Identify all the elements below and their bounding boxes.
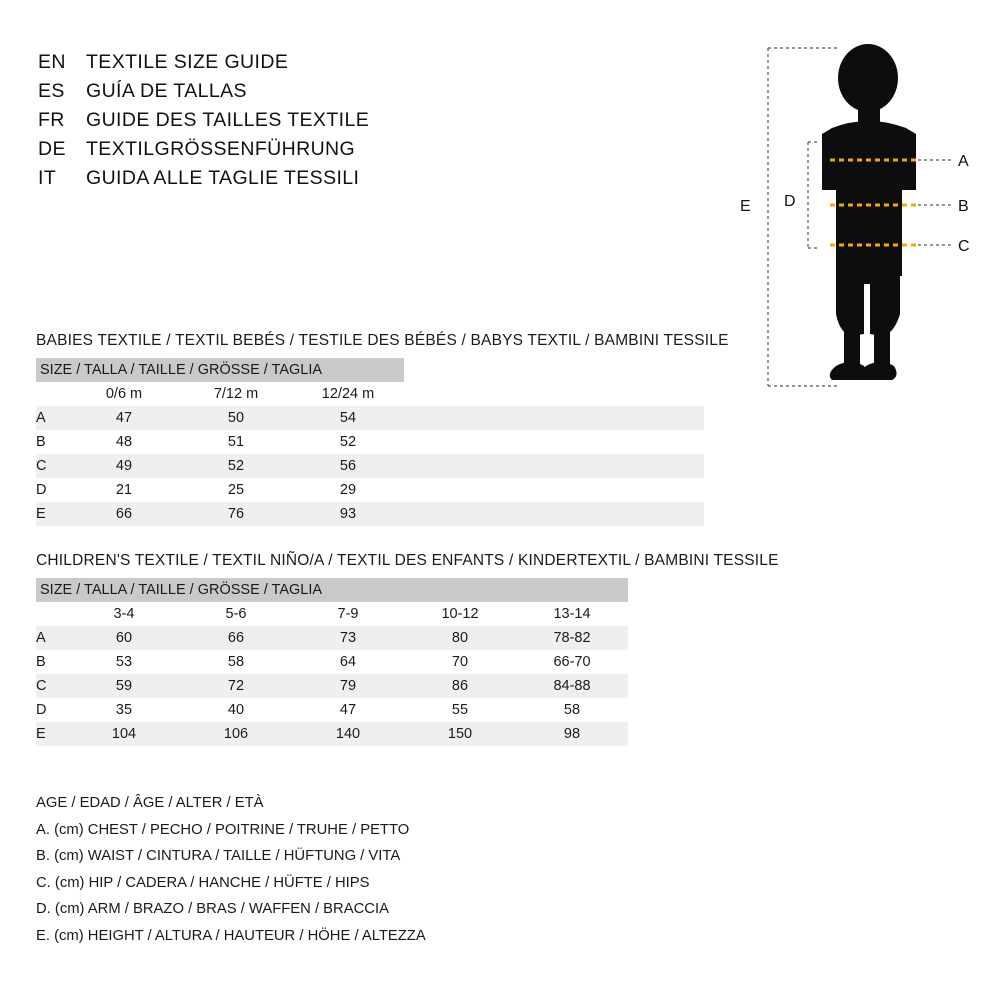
row-key: D <box>36 478 68 502</box>
legend-line: D. (cm) ARM / BRAZO / BRAS / WAFFEN / BRACCIA <box>36 901 389 917</box>
table-cell: 64 <box>292 650 404 674</box>
title-text: TEXTILE SIZE GUIDE <box>86 51 289 73</box>
table-cell: 29 <box>292 478 404 502</box>
legend-line: AGE / EDAD / ÂGE / ALTER / ETÀ <box>36 795 264 811</box>
figure-label-c: C <box>958 238 970 255</box>
column-header: 7/12 m <box>180 382 292 406</box>
table-cell: 48 <box>68 430 180 454</box>
row-key: D <box>36 698 68 722</box>
spacer-cell <box>404 502 704 526</box>
table-cell: 66 <box>180 626 292 650</box>
table-row <box>36 626 628 650</box>
table-column-row <box>36 602 628 626</box>
legend-line: A. (cm) CHEST / PECHO / POITRINE / TRUHE / PETTO <box>36 821 410 838</box>
figure-label-d: D <box>784 193 796 210</box>
row-key: A <box>36 626 68 650</box>
table-cell: 54 <box>292 406 404 430</box>
table-row <box>36 650 628 674</box>
table-row <box>36 406 704 430</box>
title-text: TEXTILGRÖSSENFÜHRUNG <box>86 138 356 160</box>
table-cell: 59 <box>68 674 180 698</box>
row-key: B <box>36 430 68 454</box>
table-cell: 47 <box>292 698 404 722</box>
column-header: 5-6 <box>180 602 292 626</box>
table-cell: 47 <box>68 406 180 430</box>
spacer-cell <box>404 454 704 478</box>
title-line <box>38 77 558 106</box>
child-silhouette-icon <box>822 44 916 380</box>
table-cell: 35 <box>68 698 180 722</box>
title-lang-code: ES <box>38 80 65 102</box>
table-cell: 66-70 <box>516 650 628 674</box>
babies-section <box>36 332 729 526</box>
table-cell: 52 <box>180 454 292 478</box>
title-lang-code: FR <box>38 109 65 131</box>
children-section-title: CHILDREN'S TEXTILE / TEXTIL NIÑO/A / TEXTIL DES ENFANTS / KINDERTEXTIL / BAMBINI TESSILE <box>36 552 779 569</box>
column-header: 10-12 <box>404 602 516 626</box>
row-key-blank <box>36 602 68 626</box>
table-row <box>36 722 628 746</box>
children-head-label: SIZE / TALLA / TAILLE / GRÖSSE / TAGLIA <box>36 578 628 602</box>
spacer-cell <box>404 382 704 406</box>
table-row <box>36 478 704 502</box>
table-cell: 106 <box>180 722 292 746</box>
children-size-table <box>36 578 628 746</box>
table-cell: 104 <box>68 722 180 746</box>
table-cell: 40 <box>180 698 292 722</box>
table-cell: 79 <box>292 674 404 698</box>
row-key: C <box>36 454 68 478</box>
children-section <box>36 552 779 746</box>
babies-size-table <box>36 358 704 526</box>
row-key: B <box>36 650 68 674</box>
legend-block <box>36 790 426 949</box>
table-row <box>36 430 704 454</box>
table-row <box>36 698 628 722</box>
title-line <box>38 48 558 77</box>
figure-label-e: E <box>740 198 751 215</box>
figure-label-b: B <box>958 198 969 215</box>
title-text: GUIDA ALLE TAGLIE TESSILI <box>86 167 360 189</box>
row-key-blank <box>36 382 68 406</box>
column-header: 3-4 <box>68 602 180 626</box>
title-text: GUIDE DES TAILLES TEXTILE <box>86 109 370 131</box>
table-cell: 60 <box>68 626 180 650</box>
title-block <box>38 48 558 193</box>
table-cell: 98 <box>516 722 628 746</box>
table-cell: 49 <box>68 454 180 478</box>
table-cell: 72 <box>180 674 292 698</box>
title-lang-code: IT <box>38 167 57 189</box>
table-cell: 55 <box>404 698 516 722</box>
column-header: 7-9 <box>292 602 404 626</box>
column-header: 0/6 m <box>68 382 180 406</box>
figure-label-a: A <box>958 153 969 170</box>
table-cell: 50 <box>180 406 292 430</box>
table-cell: 66 <box>68 502 180 526</box>
column-header: 12/24 m <box>292 382 404 406</box>
legend-line: E. (cm) HEIGHT / ALTURA / HAUTEUR / HÖHE / ALTEZZA <box>36 927 426 944</box>
table-cell: 53 <box>68 650 180 674</box>
spacer-cell <box>404 406 704 430</box>
spacer-cell <box>404 430 704 454</box>
table-cell: 73 <box>292 626 404 650</box>
table-cell: 84-88 <box>516 674 628 698</box>
table-cell: 58 <box>516 698 628 722</box>
table-cell: 52 <box>292 430 404 454</box>
table-cell: 51 <box>180 430 292 454</box>
table-cell: 70 <box>404 650 516 674</box>
column-header: 13-14 <box>516 602 628 626</box>
spacer-cell <box>404 478 704 502</box>
table-row <box>36 674 628 698</box>
table-row <box>36 502 704 526</box>
babies-section-title: BABIES TEXTILE / TEXTIL BEBÉS / TESTILE DES BÉBÉS / BABYS TEXTIL / BAMBINI TESSILE <box>36 332 729 349</box>
legend-line: C. (cm) HIP / CADERA / HANCHE / HÜFTE / HIPS <box>36 874 370 891</box>
row-key: E <box>36 722 68 746</box>
row-key: E <box>36 502 68 526</box>
title-lang-code: EN <box>38 51 66 73</box>
table-header-row <box>36 358 704 382</box>
table-header-row <box>36 578 628 602</box>
table-cell: 150 <box>404 722 516 746</box>
table-cell: 25 <box>180 478 292 502</box>
table-cell: 86 <box>404 674 516 698</box>
measurement-figure <box>720 30 980 410</box>
table-cell: 76 <box>180 502 292 526</box>
title-line <box>38 164 558 193</box>
row-key: C <box>36 674 68 698</box>
babies-head-label: SIZE / TALLA / TAILLE / GRÖSSE / TAGLIA <box>36 358 404 382</box>
legend-line: B. (cm) WAIST / CINTURA / TAILLE / HÜFTUNG / VITA <box>36 848 401 864</box>
table-cell: 80 <box>404 626 516 650</box>
table-cell: 140 <box>292 722 404 746</box>
row-key: A <box>36 406 68 430</box>
title-line <box>38 135 558 164</box>
table-cell: 93 <box>292 502 404 526</box>
table-cell: 78-82 <box>516 626 628 650</box>
title-line <box>38 106 558 135</box>
table-row <box>36 454 704 478</box>
table-cell: 58 <box>180 650 292 674</box>
title-lang-code: DE <box>38 138 66 160</box>
table-cell: 56 <box>292 454 404 478</box>
table-cell: 21 <box>68 478 180 502</box>
title-text: GUÍA DE TALLAS <box>86 80 247 102</box>
table-column-row <box>36 382 704 406</box>
